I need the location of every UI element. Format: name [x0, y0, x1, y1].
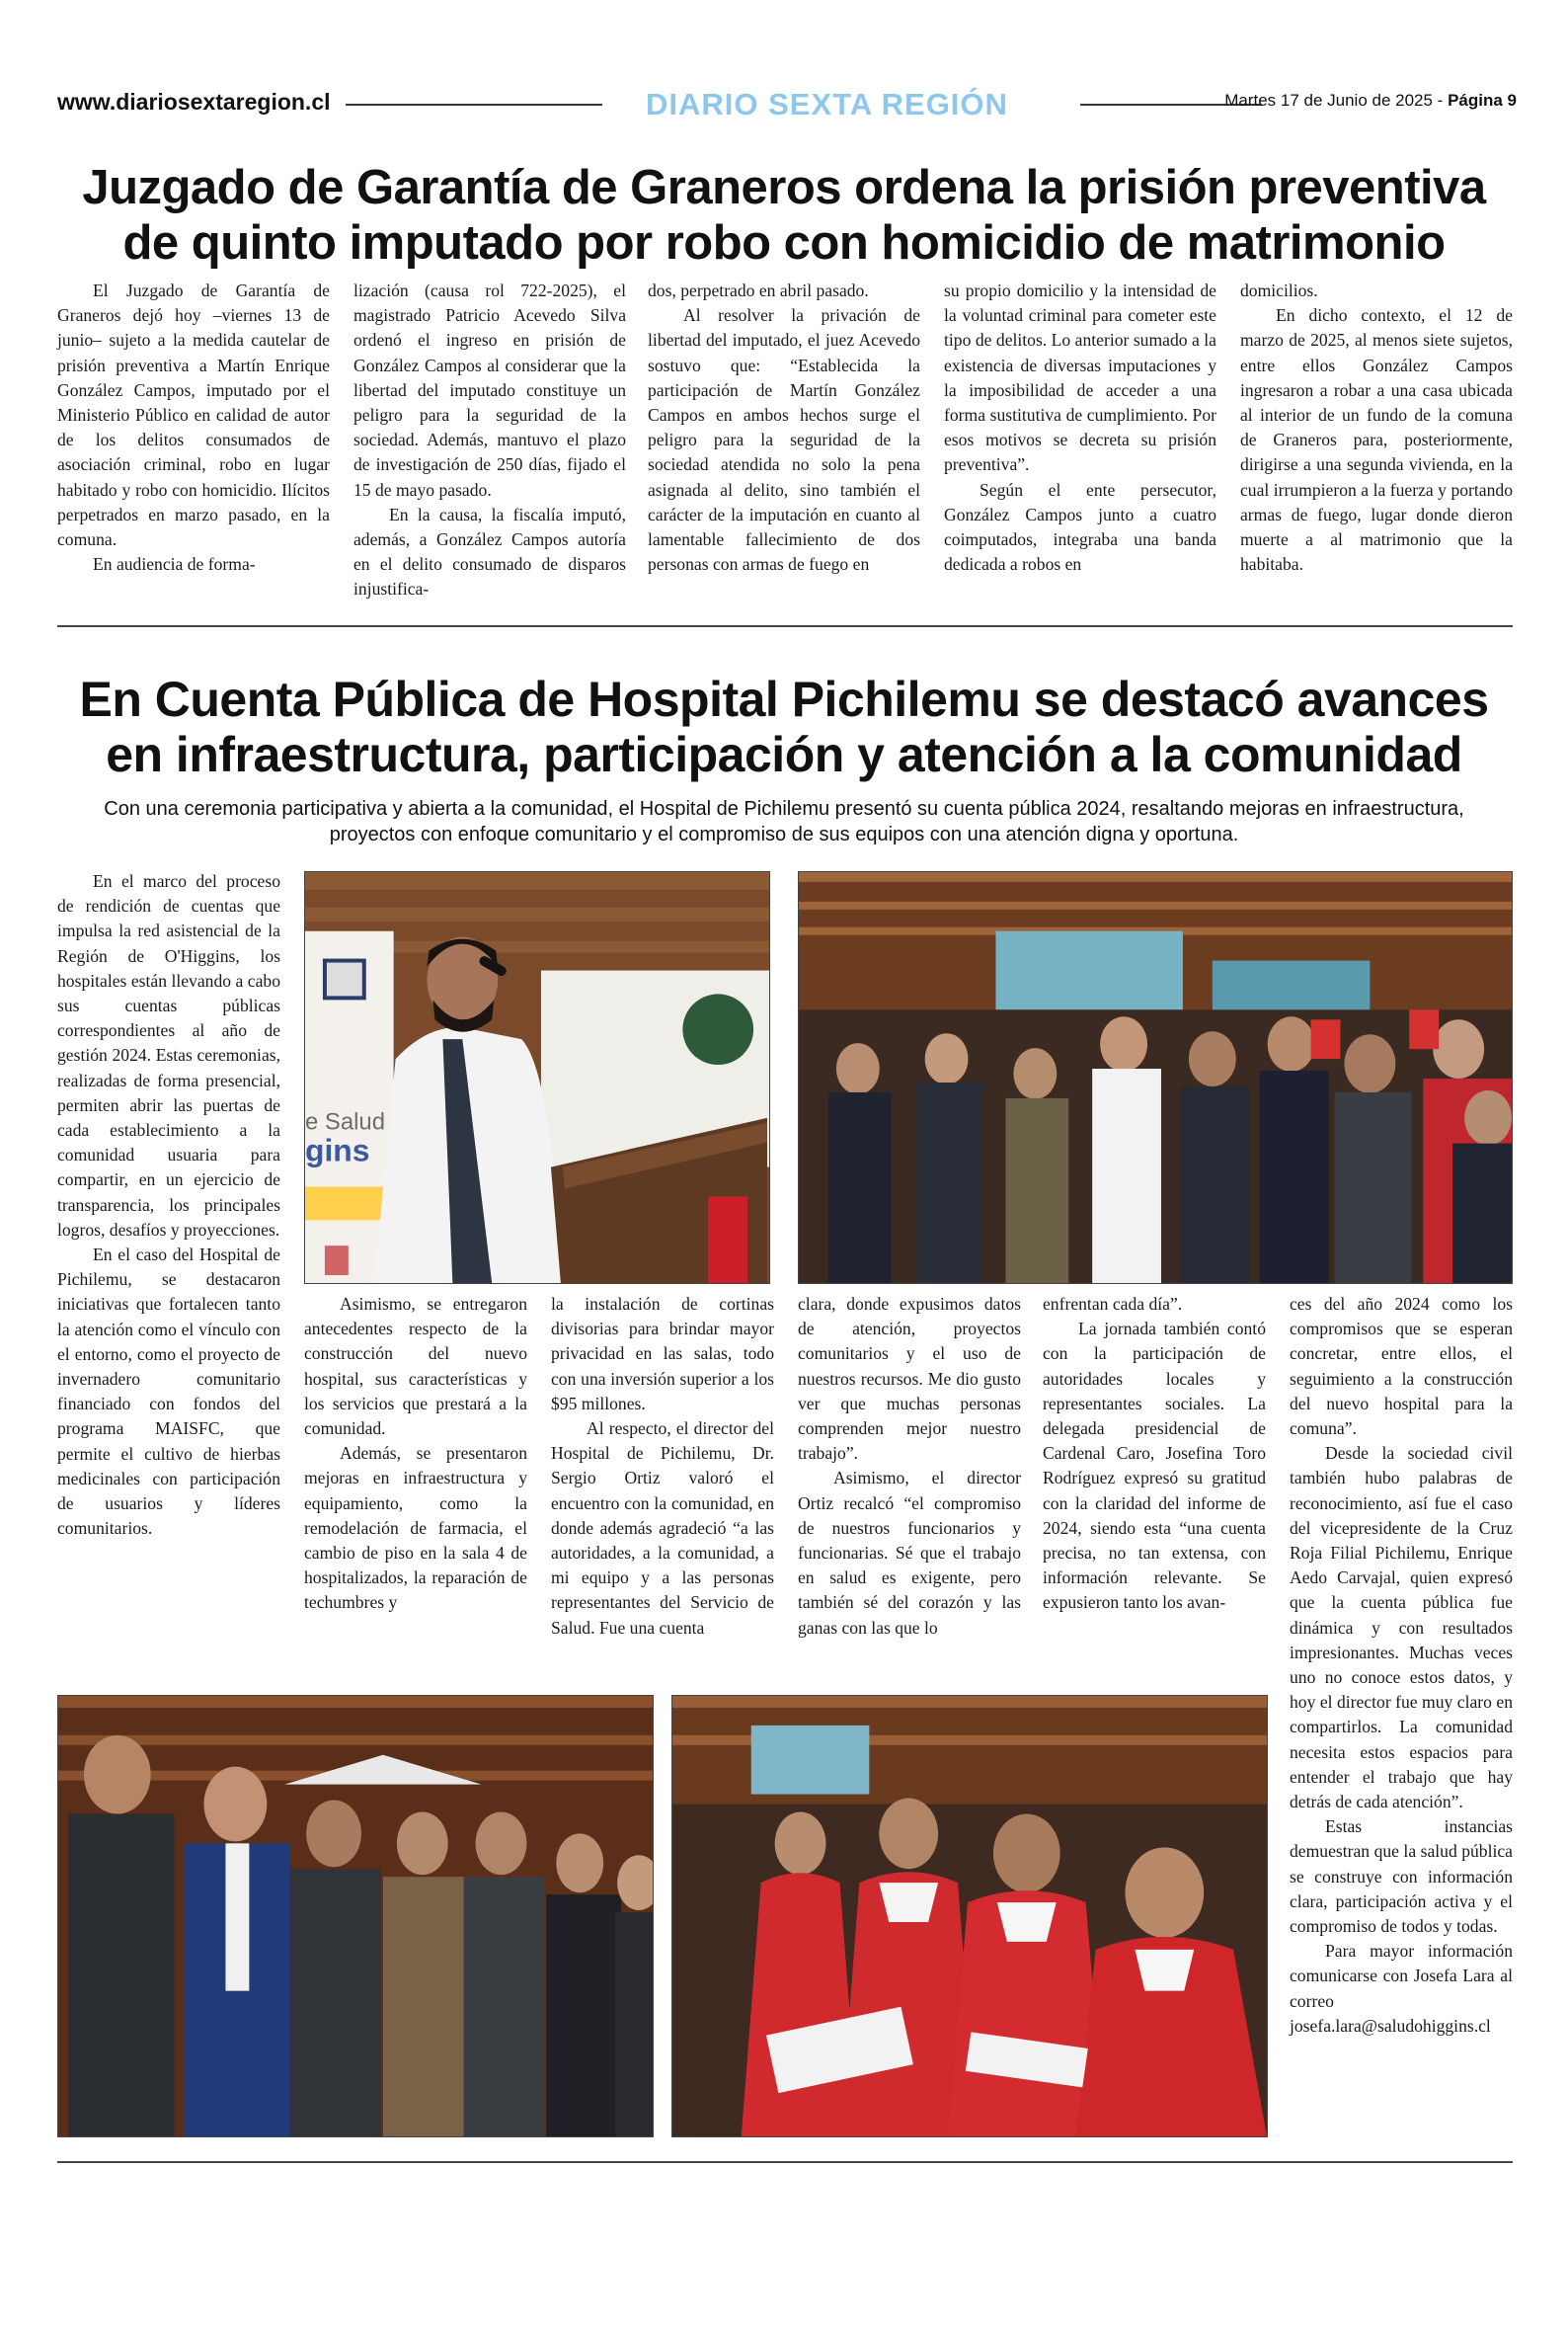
- article1-column-4: [944, 279, 1216, 577]
- article1-headline-line2: de quinto imputado por robo con homicidio de matrimonio: [122, 216, 1446, 270]
- photo-authorities-standing-image: [58, 1696, 653, 2136]
- paragraph: Al resolver la privación de libertad del imputado, el juez Acevedo sostuvo que: “Establecida la participación de Martín González Campos en ambos hechos surge el peligro para la seguridad de la sociedad atendida no solo la pena asignada al delito, sino también el carácter de la imputación en cuanto al lamentable fallecimiento de dos personas con armas de fuego en: [648, 305, 920, 575]
- paragraph: Estas instancias demuestran que la salud pública se construye con información clara, participación activa y el compromiso de todos y todas.: [1290, 1816, 1513, 1937]
- paragraph: Además, se presentaron mejoras en infraestructura y equipamiento, como la remodelación de farmacia, el cambio de piso en la sala 4 de hospitalizados, la reparación de techumbres y: [304, 1443, 527, 1613]
- paragraph: dos, perpetrado en abril pasado.: [648, 281, 869, 300]
- article1-column-3: [648, 279, 920, 577]
- paragraph: En la causa, la fiscalía imputó, además, a González Campos autoría en el delito consumado de disparos injustifica-: [353, 504, 626, 600]
- article2-column-6: [1290, 1292, 1513, 2039]
- article1-headline: [39, 160, 1529, 271]
- banner-text: gins: [305, 1132, 370, 1168]
- paragraph: su propio domicilio y la intensidad de la voluntad criminal para cometer este tipo de delitos. Lo anterior sumado a la existencia de diversas imputaciones y la imposibilidad de acceder a una forma sustitutiva de cumplimiento. Por esos motivos se decreta su prisión preventiva”.: [944, 281, 1216, 475]
- paragraph: la instalación de cortinas divisorias para brindar mayor privacidad en las salas, todo con una inversión superior a los $95 millones.: [551, 1294, 774, 1413]
- paragraph: Según el ente persecutor, González Campos junto a cuatro coimputados, integraba una banda dedicada a robos en: [944, 479, 1216, 575]
- article2-column-3: [551, 1292, 774, 1641]
- paragraph: Desde la sociedad civil también hubo palabras de reconocimiento, así fue el caso del vicepresidente de la Cruz Roja Filial Pichilemu, Enrique Aedo Carvajal, quien expresó que la cuenta pública fue dinámica y con resultados impresionantes. Muchas veces uno no conoce estos datos, y hoy el director fue muy claro en compartirlos. La comunidad necesita estos espacios para entender el trabajo que hay detrás de cada atención”.: [1290, 1443, 1513, 1812]
- site-url[interactable]: www.diariosextaregion.cl: [57, 89, 331, 115]
- article2-column-4: [798, 1292, 1021, 1641]
- article2-column-2: [304, 1292, 527, 1616]
- article1-column-1: [57, 279, 330, 577]
- paragraph: En el caso del Hospital de Pichilemu, se destacaron iniciativas que fortalecen tanto la atención como el vínculo con el entorno, como el proyecto de invernadero comunitario financiado con fondos del programa MAISFC, que permite el cultivo de hierbas medicinales con participación de usuarios y líderes comunitarios.: [57, 1245, 280, 1539]
- issue-date: Martes 17 de Junio de 2025 -: [1224, 91, 1444, 110]
- article1-column-2: [353, 279, 626, 602]
- photo-audience-room-image: [799, 872, 1512, 1283]
- paragraph: Asimismo, se entregaron antecedentes respecto de la construcción del nuevo hospital, sus características y los servicios que prestará a la comunidad.: [304, 1294, 527, 1439]
- paragraph: En audiencia de forma-: [93, 554, 256, 575]
- dek-line1: Con una ceremonia participativa y abierta a la comunidad, el Hospital de Pichilemu presentó su cuenta pública 2024, resaltando mejoras en infraestructura,: [104, 798, 1464, 820]
- photo-director-podium: [304, 871, 770, 1284]
- paragraph: En el marco del proceso de rendición de cuentas que impulsa la red asistencial de la Región de O'Higgins, los hospitales están llevando a cabo sus cuentas públicas correspondientes al año de gestión 2024. Estas ceremonias, realizadas de forma presencial, permiten abrir las puertas de cada establecimiento a la comunidad usuaria para compartir, en un ejercicio de transparencia, los principales logros, desafíos y proyecciones.: [57, 871, 280, 1240]
- paragraph: lización (causa rol 722-2025), el magistrado Patricio Acevedo Silva ordenó el ingreso en prisión de González Campos al considerar que la libertad del imputado constituye un peligro para la seguridad de la sociedad. Además, mantuvo el plazo de investigación de 250 días, fijado el 15 de mayo pasado.: [353, 281, 626, 500]
- article2-dek: [39, 796, 1529, 847]
- article2-headline-line1: En Cuenta Pública de Hospital Pichilemu se destacó avances: [79, 672, 1489, 727]
- photo-red-cross-volunteers-image: [672, 1696, 1267, 2136]
- dek-line2: proyectos con enfoque comunitario y el compromiso de sus equipos con una atención digna y oportuna.: [329, 824, 1239, 845]
- paragraph: enfrentan cada día”.: [1043, 1294, 1183, 1314]
- photo-authorities-standing: [57, 1695, 654, 2137]
- article1-column-5: [1240, 279, 1513, 577]
- paragraph: ces del año 2024 como los compromisos que se esperan concretar, entre ellos, el seguimiento a la construcción del nuevo hospital para la comuna”.: [1290, 1294, 1513, 1439]
- paragraph: domicilios.: [1240, 281, 1318, 300]
- newspaper-brand: DIARIO SEXTA REGIÓN: [646, 87, 1008, 121]
- banner-text: e Salud: [305, 1108, 386, 1136]
- photo-director-podium-image: [305, 872, 769, 1283]
- paragraph: Para mayor información comunicarse con Josefa Lara al correo josefa.lara@saludohiggins.cl: [1290, 1941, 1513, 2036]
- paragraph: En dicho contexto, el 12 de marzo de 2025, al menos siete sujetos, entre ellos González Campos ingresaron a robar a una casa ubicada al interior de un fundo de la comuna de Graneros para, posteriormente, dirigirse a una segunda vivienda, en la cual irrumpieron a la fuerza y portando armas de fuego, lugar donde dieron muerte a al matrimonio que la habitaba.: [1240, 305, 1513, 575]
- dateline: [1224, 91, 1517, 111]
- photo-audience-room: [798, 871, 1513, 1284]
- article2-headline: [39, 672, 1529, 782]
- photo-red-cross-volunteers: [671, 1695, 1268, 2137]
- section-divider: [57, 625, 1513, 627]
- article1-headline-line1: Juzgado de Garantía de Graneros ordena la prisión preventiva: [82, 161, 1486, 214]
- paragraph: El Juzgado de Garantía de Graneros dejó hoy –viernes 13 de junio– sujeto a la medida cautelar de prisión preventiva a Martín Enrique González Campos, imputado por el Ministerio Público en calidad de autor de los delitos consumados de asociación criminal, robo en lugar habitado y robo con homicidio. Ilícitos perpetrados en marzo pasado, en la comuna.: [57, 281, 330, 550]
- article2-headline-line2: en infraestructura, participación y atención a la comunidad: [106, 727, 1462, 782]
- page-bottom-divider: [57, 2161, 1513, 2163]
- article2-column-1: [57, 869, 280, 1541]
- article2-column-5: [1043, 1292, 1266, 1616]
- page-header: [57, 83, 1517, 126]
- paragraph: La jornada también contó con la participación de autoridades locales y representantes sociales. La delegada presidencial de Cardenal Caro, Josefina Toro Rodríguez expresó su gratitud con la claridad del informe de 2024, siendo esta “una cuenta precisa, no tan extensa, con información relevante. Se expusieron tanto los avan-: [1043, 1319, 1266, 1613]
- paragraph: Al respecto, el director del Hospital de Pichilemu, Dr. Sergio Ortiz valoró el encuentro con la comunidad, en donde además agradeció “a las autoridades, a la comunidad, a mi equipo y a las personas representantes del Servicio de Salud. Fue una cuenta: [551, 1418, 774, 1638]
- page-number: Página 9: [1448, 91, 1517, 110]
- paragraph: Asimismo, el director Ortiz recalcó “el compromiso de nuestros funcionarios y funcionarias. Sé que el trabajo en salud es exigente, pero también sé del corazón y las ganas con las que lo: [798, 1468, 1021, 1638]
- header-divider-left: [346, 104, 602, 106]
- paragraph: clara, donde expusimos datos de atención, proyectos comunitarios y el uso de nuestros recursos. Me dio gusto ver que muchas personas comprenden mejor nuestro trabajo”.: [798, 1294, 1021, 1464]
